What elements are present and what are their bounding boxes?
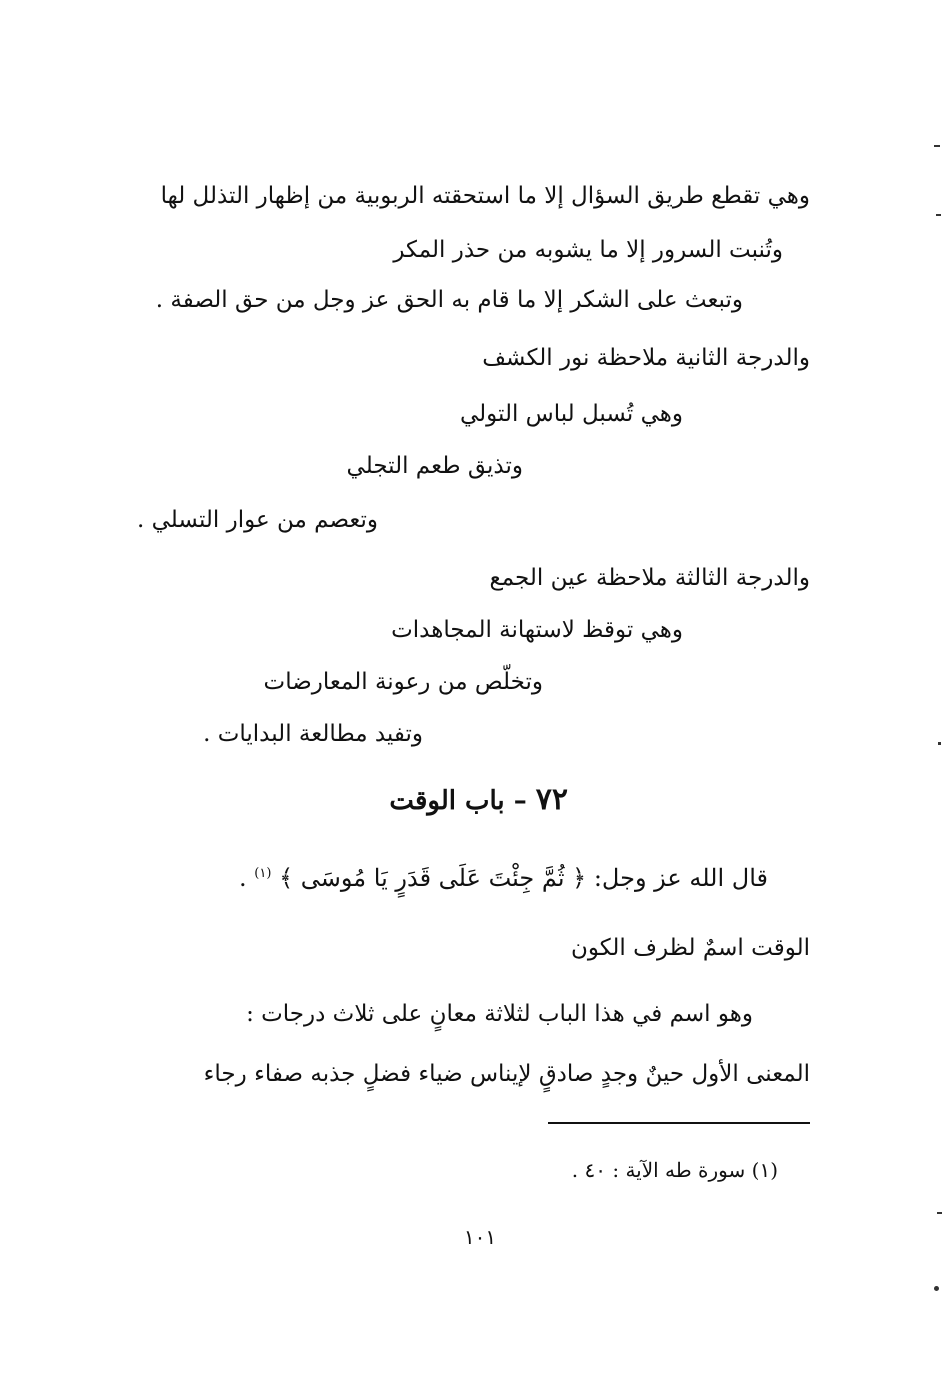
scan-mark (934, 1286, 939, 1291)
quran-verse: ﴿ ثُمَّ جِئْتَ عَلَى قَدَرٍ يَا مُوسَى ﴾ (279, 864, 587, 892)
chapter-title: – باب الوقت (389, 786, 527, 816)
scan-mark (938, 742, 941, 745)
footnote-separator (548, 1122, 810, 1124)
text-line-5: وهي تُسبل لباس التولي (459, 401, 683, 427)
text-line-8: والدرجة الثالثة ملاحظة عين الجمع (489, 565, 810, 591)
footnote-ref: (١) (254, 866, 272, 881)
text-line-11: وتفيد مطالعة البدايات . (203, 721, 423, 747)
text-line-13: وهو اسم في هذا الباب لثلاثة معانٍ على ثلاث درجات : (246, 1001, 753, 1027)
text-line-2: وتُنبت السرور إلا ما يشوبه من حذر المكر (393, 237, 783, 263)
text-line-10: وتخلّص من رعونة المعارضات (263, 669, 543, 695)
verse-end: . (239, 864, 247, 892)
scan-mark (934, 145, 940, 147)
text-line-4: والدرجة الثانية ملاحظة نور الكشف (482, 345, 810, 371)
text-line-3: وتبعث على الشكر إلا ما قام به الحق عز وجل من حق الصفة . (155, 287, 743, 313)
text-line-1: وهي تقطع طريق السؤال إلا ما استحقته الربوبية من إظهار التذلل لها (160, 183, 810, 209)
scan-mark (937, 1212, 942, 1214)
text-line-14: المعنى الأول حينٌ وجدٍ صادقٍ لإيناس ضياء فضلٍ جذبه صفاء رجاء (203, 1061, 810, 1087)
page-number: ١٠١ (463, 1225, 497, 1249)
text-line-12: الوقت اسمٌ لظرف الكون (570, 935, 810, 961)
verse-intro: قال الله عز وجل: (593, 864, 768, 892)
chapter-number: ٧٢ (535, 782, 568, 817)
chapter-heading (389, 780, 568, 821)
text-line-9: وهي توقظ لاستهانة المجاهدات (391, 617, 683, 643)
text-line-7: وتعصم من عوار التسلي . (137, 507, 378, 533)
scan-mark (936, 214, 941, 216)
verse-line (239, 856, 768, 896)
text-line-6: وتذيق طعم التجلي (346, 453, 523, 479)
footnote: (١) سورة طه الآية : ٤٠ . (571, 1158, 778, 1182)
